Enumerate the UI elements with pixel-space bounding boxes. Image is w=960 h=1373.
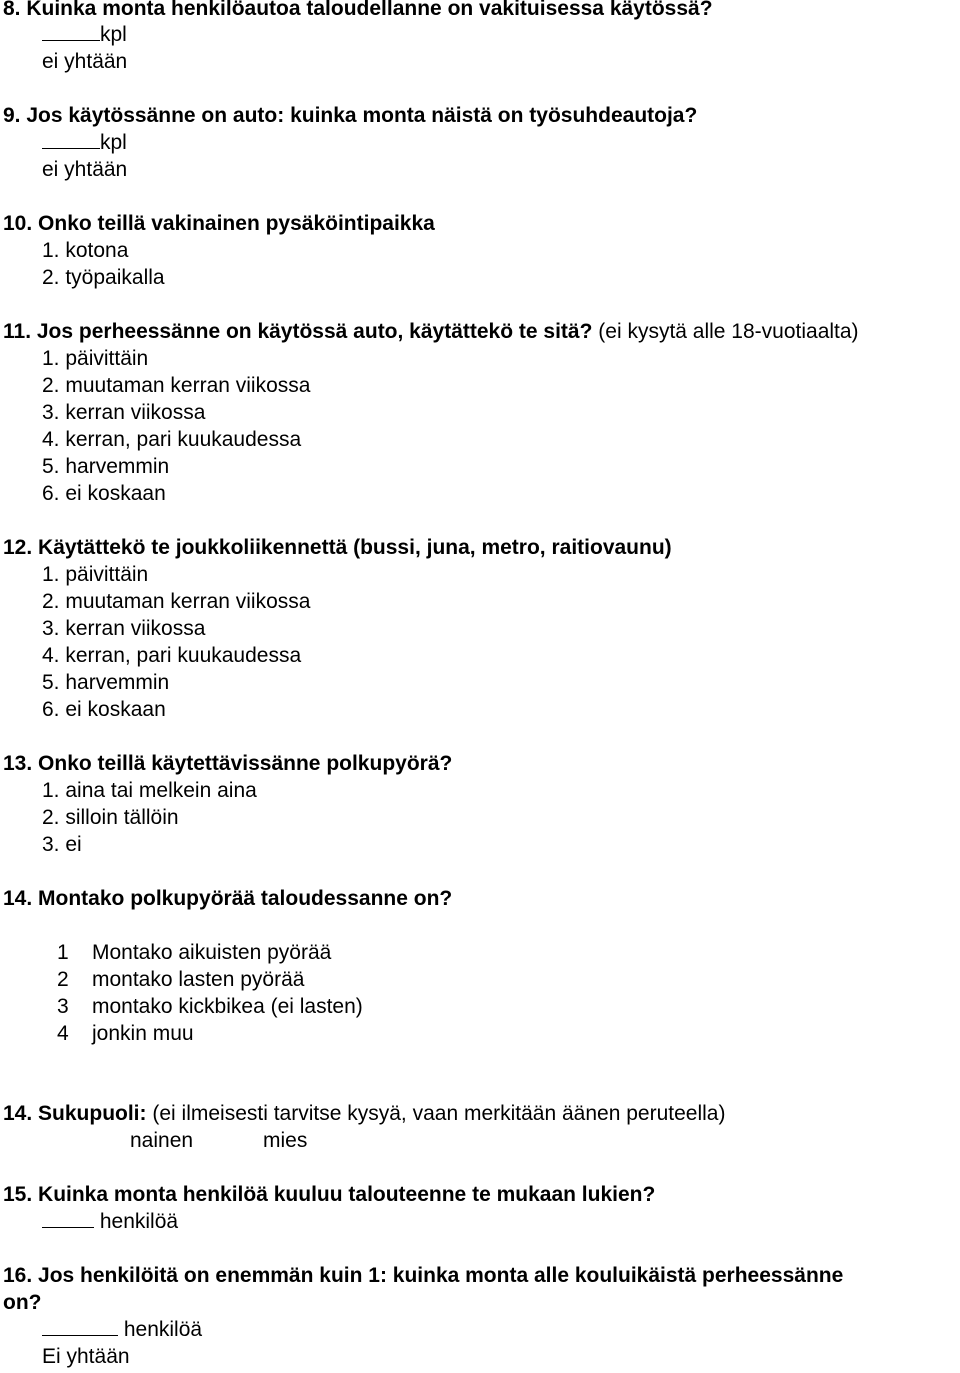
question-11-note: (ei kysytä alle 18-vuotiaalta) xyxy=(598,320,859,343)
answer-blank[interactable] xyxy=(42,1210,94,1228)
q16-answer: henkilöä xyxy=(42,1317,202,1343)
question-14-gender-note: (ei ilmeisesti tarvitse kysyä, vaan merkitään äänen peruteella) xyxy=(152,1102,726,1125)
q13-option-2: 2. silloin tällöin xyxy=(42,806,179,829)
q14-item-2: 2 montako lasten pyörää xyxy=(57,968,305,991)
question-10: 10. Onko teillä vakinainen pysäköintipaikka xyxy=(3,212,435,235)
question-12: 12. Käytättekö te joukkoliikennettä (bussi, juna, metro, raitiovaunu) xyxy=(3,536,672,559)
q10-option-1: 1. kotona xyxy=(42,239,129,262)
question-14-bicycles: 14. Montako polkupyörää taloudessanne on? xyxy=(3,887,453,910)
q13-option-3: 3. ei xyxy=(42,833,82,856)
q11-option-5: 5. harvemmin xyxy=(42,455,170,478)
question-11: 11. Jos perheessänne on käytössä auto, käytättekö te sitä? (ei kysytä alle 18-vuotiaalta) xyxy=(3,320,859,343)
q9-option-none: ei yhtään xyxy=(42,158,128,181)
q12-option-6: 6. ei koskaan xyxy=(42,698,166,721)
q12-option-1: 1. päivittäin xyxy=(42,563,149,586)
q12-option-4: 4. kerran, pari kuukaudessa xyxy=(42,644,302,667)
q14-item-1: 1 Montako aikuisten pyörää xyxy=(57,941,332,964)
q13-option-1: 1. aina tai melkein aina xyxy=(42,779,257,802)
q12-option-5: 5. harvemmin xyxy=(42,671,170,694)
gender-option-female[interactable]: nainen xyxy=(130,1129,194,1152)
question-16: 16. Jos henkilöitä on enemmän kuin 1: kuinka monta alle kouluikäistä perheessänne xyxy=(3,1264,844,1287)
q11-option-2: 2. muutaman kerran viikossa xyxy=(42,374,311,397)
q11-option-4: 4. kerran, pari kuukaudessa xyxy=(42,428,302,451)
q8-option-count: kpl xyxy=(42,22,127,48)
q11-option-6: 6. ei koskaan xyxy=(42,482,166,505)
q11-option-3: 3. kerran viikossa xyxy=(42,401,206,424)
q15-answer: henkilöä xyxy=(42,1209,178,1235)
question-9: 9. Jos käytössänne on auto: kuinka monta näistä on työsuhdeautoja? xyxy=(3,104,698,127)
q9-option-count: kpl xyxy=(42,130,127,156)
question-13: 13. Onko teillä käytettävissänne polkupyörä? xyxy=(3,752,453,775)
q12-option-3: 3. kerran viikossa xyxy=(42,617,206,640)
question-14-gender: 14. Sukupuoli: (ei ilmeisesti tarvitse kysyä, vaan merkitään äänen peruteella) xyxy=(3,1102,726,1125)
q16-option-none: Ei yhtään xyxy=(42,1345,130,1368)
answer-blank[interactable] xyxy=(42,23,100,41)
gender-option-male[interactable]: mies xyxy=(263,1129,308,1152)
answer-blank[interactable] xyxy=(42,131,100,149)
question-15: 15. Kuinka monta henkilöä kuuluu talouteenne te mukaan lukien? xyxy=(3,1183,656,1206)
question-16-cont: on? xyxy=(3,1291,42,1314)
answer-blank[interactable] xyxy=(42,1318,118,1336)
q8-option-none: ei yhtään xyxy=(42,50,128,73)
q14-item-4: 4 jonkin muu xyxy=(57,1022,194,1045)
question-8: 8. Kuinka monta henkilöautoa taloudellanne on vakituisessa käytössä? xyxy=(3,0,713,20)
q11-option-1: 1. päivittäin xyxy=(42,347,149,370)
q14-item-3: 3 montako kickbikea (ei lasten) xyxy=(57,995,363,1018)
q10-option-2: 2. työpaikalla xyxy=(42,266,165,289)
q12-option-2: 2. muutaman kerran viikossa xyxy=(42,590,311,613)
